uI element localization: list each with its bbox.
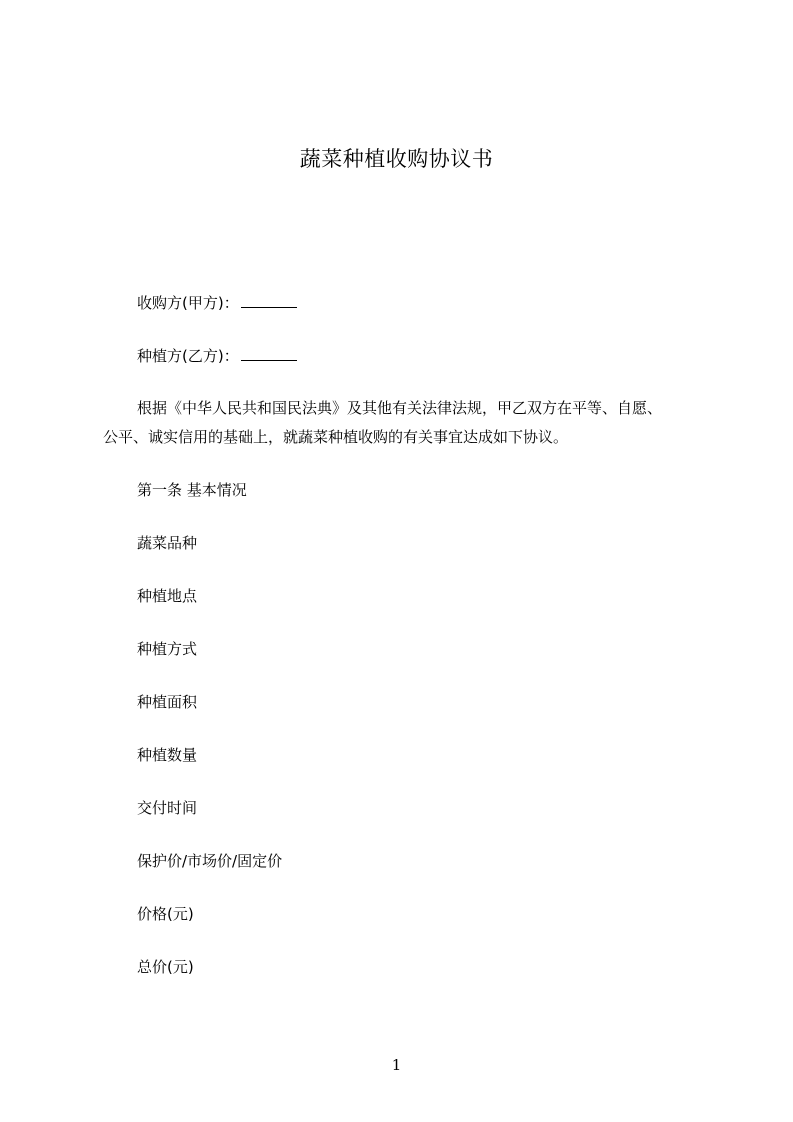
field-total-price: 总价(元) [137, 958, 194, 976]
document-title: 蔬菜种植收购协议书 [299, 147, 494, 171]
party-b-blank [241, 346, 297, 361]
party-b-label: 种植方(乙方)： [137, 347, 239, 365]
field-price-type: 保护价/市场价/固定价 [137, 852, 283, 870]
field-planting-quantity: 种植数量 [137, 746, 198, 764]
field-planting-location: 种植地点 [137, 587, 198, 605]
field-delivery-time: 交付时间 [137, 799, 198, 817]
field-planting-area: 种植面积 [137, 693, 198, 711]
party-b-line [137, 345, 297, 366]
party-a-label: 收购方(甲方)： [137, 294, 239, 312]
field-unit-price: 价格(元) [137, 905, 194, 923]
preamble-line-2: 公平、诚实信用的基础上，就蔬菜种植收购的有关事宜达成如下协议。 [103, 428, 569, 446]
party-a-blank [241, 293, 297, 308]
field-planting-method: 种植方式 [137, 640, 198, 658]
party-a-line [137, 292, 297, 313]
article-1-heading: 第一条 基本情况 [137, 481, 247, 499]
page-number: 1 [391, 1056, 402, 1074]
preamble-paragraph [103, 394, 703, 452]
field-vegetable-variety: 蔬菜品种 [137, 534, 198, 552]
preamble-line-1: 根据《中华人民共和国民法典》及其他有关法律法规，甲乙双方在平等、自愿、 [137, 399, 663, 417]
